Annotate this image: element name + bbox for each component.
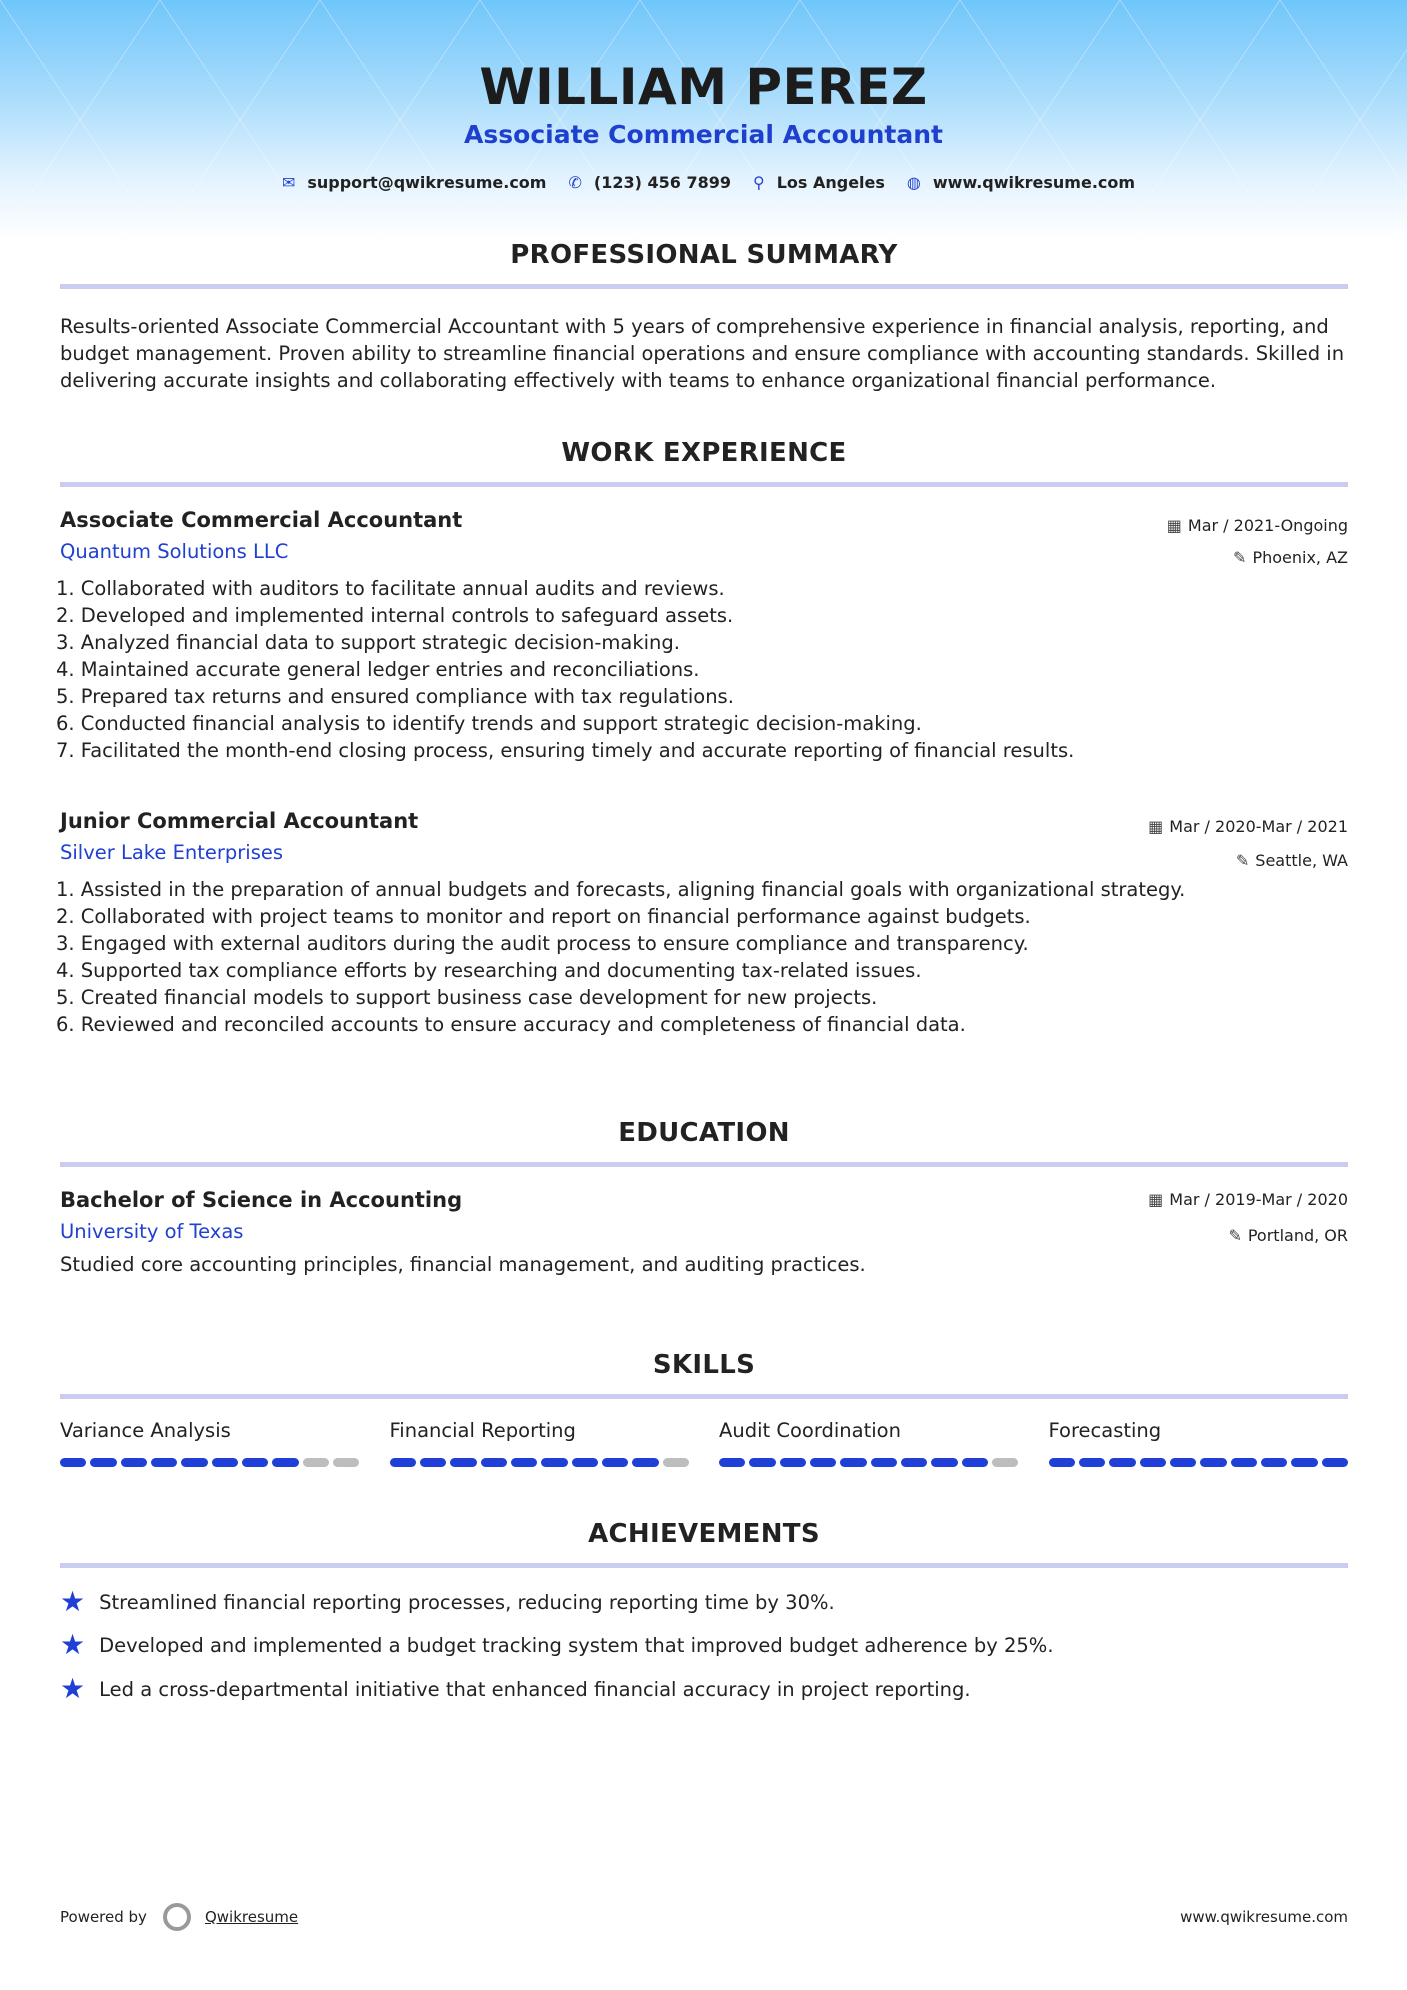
skill-segment: [1261, 1458, 1287, 1467]
skill-segment: [303, 1458, 329, 1467]
divider: [60, 1162, 1348, 1167]
job-title: Associate Commercial Accountant: [60, 508, 463, 532]
footer-website[interactable]: www.qwikresume.com: [1180, 1908, 1348, 1926]
list-item: 2. Collaborated with project teams to monitor and report on financial performance against budgets.: [56, 905, 1031, 928]
achievement-item: [60, 1628, 1054, 1661]
summary-text: Results-oriented Associate Commercial Accountant with 5 years of comprehensive experience in financial analysis, reporting, and budget management. Proven ability to streamline financial operations and ensure compliance with accounting standards. Skilled in delivering accurate insights and collaborating effectively with teams to enhance organizational financial performance.: [60, 315, 1345, 392]
achievement-text: Led a cross-departmental initiative that enhanced financial accuracy in project reporting.: [99, 1677, 971, 1701]
skill-segment: [420, 1458, 446, 1467]
location-text: Portland, OR: [1247, 1226, 1348, 1245]
list-item: 1. Assisted in the preparation of annual budgets and forecasts, aligning financial goals with organizational strategy.: [56, 878, 1186, 901]
job-dates: [1167, 516, 1348, 535]
list-item: 3. Analyzed financial data to support strategic decision-making.: [56, 631, 680, 654]
divider: [60, 1563, 1348, 1568]
skill-level-bar: [719, 1458, 1019, 1467]
skill-segment: [1322, 1458, 1348, 1467]
achievement-item: [60, 1585, 835, 1618]
star-icon: ★: [60, 1628, 86, 1661]
job-location: [1236, 851, 1348, 870]
skill-segment: [1079, 1458, 1105, 1467]
skill-segment: [1291, 1458, 1317, 1467]
location-text: Seattle, WA: [1255, 851, 1348, 870]
achievement-text: Developed and implemented a budget tracking system that improved budget adherence by 25%.: [99, 1633, 1054, 1657]
skill-segment: [632, 1458, 658, 1467]
email-icon: ✉: [281, 173, 296, 192]
pin-icon: ✎: [1235, 851, 1250, 870]
skill-item: [60, 1419, 360, 1467]
skill-segment: [390, 1458, 416, 1467]
phone-icon: ✆: [568, 173, 582, 192]
dates-text: Mar / 2021-Ongoing: [1187, 516, 1348, 535]
skill-segment: [1170, 1458, 1196, 1467]
job-bullets: [56, 575, 1348, 764]
skill-segment: [992, 1458, 1018, 1467]
achievement-item: [60, 1672, 971, 1705]
calendar-icon: ▦: [1148, 817, 1164, 836]
list-item: 2. Developed and implemented internal controls to safeguard assets.: [56, 604, 734, 627]
list-item: 4. Maintained accurate general ledger entries and reconciliations.: [56, 658, 700, 681]
skill-level-bar: [390, 1458, 690, 1467]
education-location: [1228, 1226, 1348, 1245]
skill-segment: [810, 1458, 836, 1467]
skill-level-bar: [1049, 1458, 1349, 1467]
powered-by-label: Powered by: [60, 1908, 147, 1926]
dates-text: Mar / 2019-Mar / 2020: [1169, 1190, 1348, 1209]
education-section: [60, 1118, 1348, 1167]
list-item: 7. Facilitated the month-end closing process, ensuring timely and accurate reporting of financial results.: [56, 739, 1075, 762]
job-title: Junior Commercial Accountant: [60, 809, 419, 833]
list-item: 6. Reviewed and reconciled accounts to ensure accuracy and completeness of financial data.: [56, 1013, 966, 1036]
location-text: Phoenix, AZ: [1252, 548, 1348, 567]
section-heading: EDUCATION: [618, 1118, 790, 1148]
candidate-title: Associate Commercial Accountant: [464, 120, 943, 149]
job-entry: [56, 809, 1348, 1038]
skill-segment: [780, 1458, 806, 1467]
list-item: 1. Collaborated with auditors to facilitate annual audits and reviews.: [56, 577, 725, 600]
job-dates: [1148, 817, 1348, 836]
skill-segment: [1109, 1458, 1135, 1467]
skill-segment: [871, 1458, 897, 1467]
summary-section: [60, 240, 1348, 394]
header-banner: [0, 0, 1407, 240]
skill-segment: [450, 1458, 476, 1467]
skill-segment: [181, 1458, 207, 1467]
calendar-icon: ▦: [1148, 1190, 1164, 1209]
achievements-section: [60, 1519, 1348, 1568]
skill-segment: [541, 1458, 567, 1467]
experience-section: [60, 438, 1348, 487]
job-location: [1233, 548, 1348, 567]
skill-segment: [572, 1458, 598, 1467]
divider: [60, 1394, 1348, 1399]
contact-row: [0, 173, 1407, 192]
star-icon: ★: [60, 1585, 86, 1618]
candidate-name: WILLIAM PEREZ: [479, 58, 928, 116]
skill-segment: [1231, 1458, 1257, 1467]
skill-segment: [272, 1458, 298, 1467]
section-heading: ACHIEVEMENTS: [588, 1519, 820, 1549]
skill-segment: [90, 1458, 116, 1467]
skill-item: [719, 1419, 1019, 1467]
skill-item: [390, 1419, 690, 1467]
brand-link[interactable]: Qwikresume: [204, 1908, 299, 1926]
contact-location: Los Angeles: [776, 173, 885, 192]
contact-website[interactable]: www.qwikresume.com: [932, 173, 1136, 192]
list-item: 6. Conducted financial analysis to identify trends and support strategic decision-making.: [56, 712, 922, 735]
skill-segment: [212, 1458, 238, 1467]
job-bullets: [56, 876, 1348, 1038]
education-dates: [1148, 1190, 1348, 1209]
skill-segment: [663, 1458, 689, 1467]
skill-segment: [901, 1458, 927, 1467]
list-item: 5. Created financial models to support business case development for new projects.: [56, 986, 878, 1009]
job-entry: [56, 508, 1348, 764]
calendar-icon: ▦: [1166, 516, 1182, 535]
skill-segment: [602, 1458, 628, 1467]
contact-phone[interactable]: (123) 456 7899: [593, 173, 731, 192]
skill-segment: [840, 1458, 866, 1467]
degree: Bachelor of Science in Accounting: [60, 1188, 463, 1212]
education-entry: [60, 1188, 1348, 1278]
skills-list: [60, 1419, 1348, 1467]
pin-icon: ✎: [1228, 1226, 1242, 1245]
skill-segment: [962, 1458, 988, 1467]
skill-segment: [931, 1458, 957, 1467]
list-item: 4. Supported tax compliance efforts by researching and documenting tax-related issues.: [56, 959, 922, 982]
skill-segment: [333, 1458, 359, 1467]
contact-email[interactable]: support@qwikresume.com: [307, 173, 547, 192]
skill-segment: [60, 1458, 86, 1467]
pin-icon: ✎: [1233, 548, 1247, 567]
skill-segment: [749, 1458, 775, 1467]
skill-segment: [121, 1458, 147, 1467]
divider: [60, 284, 1348, 289]
qwikresume-logo-icon: [163, 1903, 191, 1931]
company-name: Quantum Solutions LLC: [60, 540, 289, 563]
section-heading: PROFESSIONAL SUMMARY: [510, 240, 898, 270]
skill-segment: [151, 1458, 177, 1467]
skills-section: [60, 1350, 1348, 1399]
divider: [60, 482, 1348, 487]
skill-segment: [1200, 1458, 1226, 1467]
education-description: Studied core accounting principles, financial management, and auditing practices.: [60, 1253, 866, 1276]
star-icon: ★: [60, 1672, 86, 1705]
section-heading: WORK EXPERIENCE: [561, 438, 847, 468]
skill-segment: [1140, 1458, 1166, 1467]
skill-segment: [481, 1458, 507, 1467]
section-heading: SKILLS: [652, 1350, 756, 1380]
skill-level-bar: [60, 1458, 360, 1467]
school-name: University of Texas: [60, 1220, 244, 1243]
skill-segment: [511, 1458, 537, 1467]
list-item: 5. Prepared tax returns and ensured compliance with tax regulations.: [56, 685, 734, 708]
company-name: Silver Lake Enterprises: [60, 841, 284, 864]
list-item: 3. Engaged with external auditors during the audit process to ensure compliance and transparency.: [56, 932, 1029, 955]
skill-segment: [719, 1458, 745, 1467]
skill-item: [1049, 1419, 1349, 1467]
skill-segment: [242, 1458, 268, 1467]
location-pin-icon: ⚲: [752, 173, 765, 192]
globe-icon: ◍: [906, 173, 921, 192]
footer: [60, 1903, 1348, 1931]
skill-name: Audit Coordination: [719, 1419, 901, 1442]
achievement-text: Streamlined financial reporting processes, reducing reporting time by 30%.: [99, 1590, 835, 1614]
skill-name: Financial Reporting: [389, 1419, 576, 1442]
dates-text: Mar / 2020-Mar / 2021: [1169, 817, 1348, 836]
skill-name: Forecasting: [1048, 1419, 1162, 1442]
skill-name: Variance Analysis: [60, 1419, 231, 1442]
skill-segment: [1049, 1458, 1075, 1467]
